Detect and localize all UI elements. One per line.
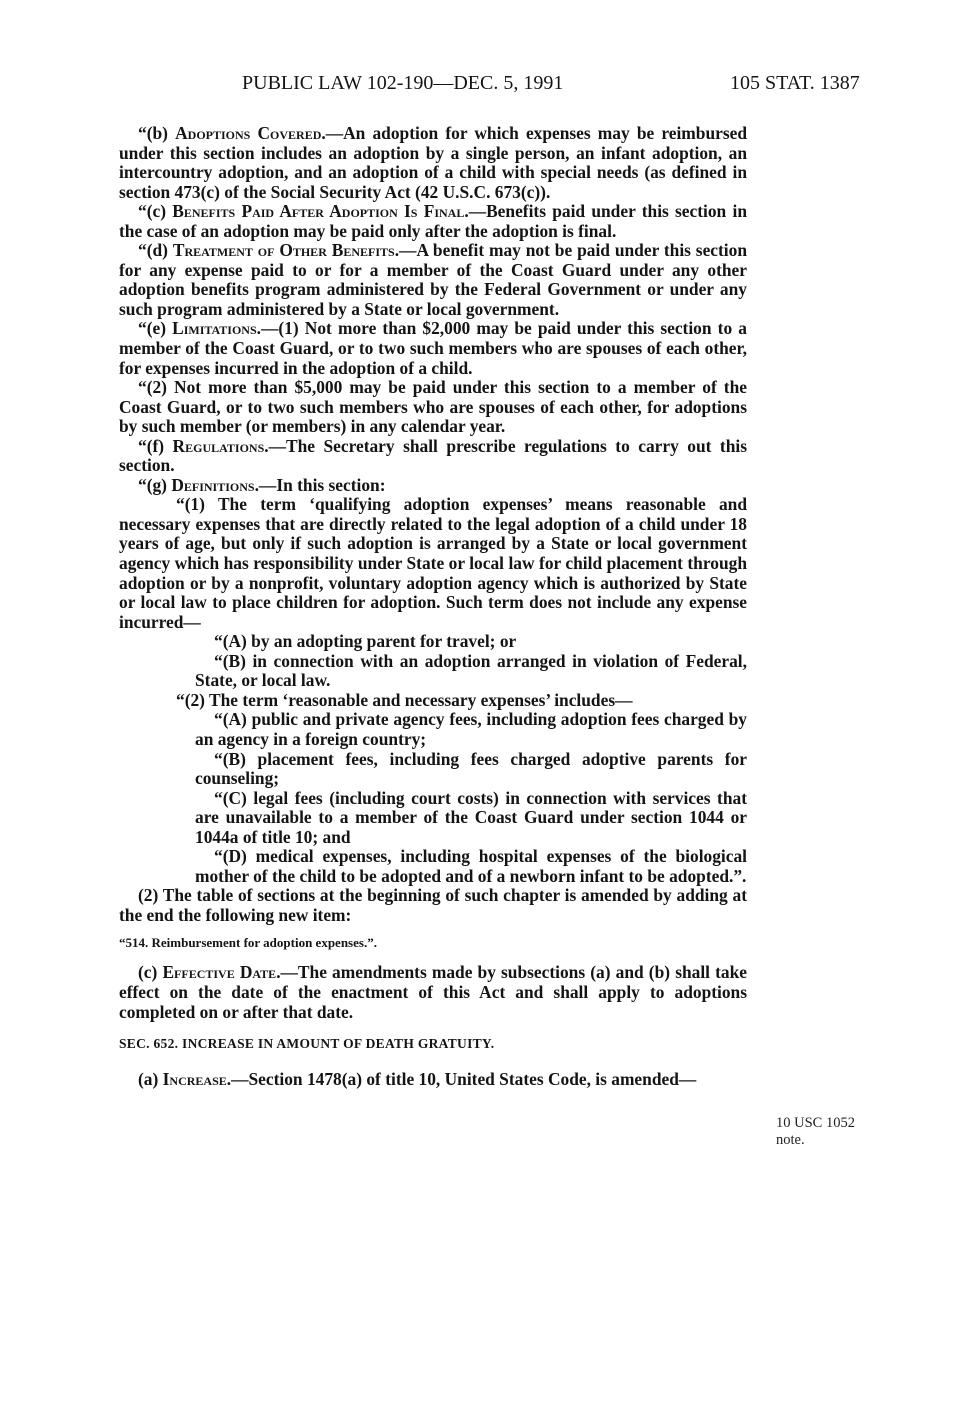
paragraph-text: .—An adoption for which expenses may be reimbursed under this section includes an adoption by a single person, an infant adoption, an intercountry adoption, and an adoption of a child with special needs (as defined in section 473(c) of the Social Security Act (42 U.S.C. 673(c)).: [119, 123, 748, 202]
paragraph-d-treatment-other-benefits: [119, 241, 747, 319]
paragraph-text: .—Section 1478(a) of title 10, United States Code, is amended—: [226, 1068, 697, 1089]
paragraph-g2a: “(A) public and private agency fees, including adoption fees charged by an agency in a foreign country;: [195, 709, 747, 749]
paragraph-2-table-of-sections: (2) The table of sections at the beginning of such chapter is amended by adding at the end the following new item:: [119, 885, 747, 925]
paragraph-lead: (c): [138, 962, 163, 983]
paragraph-f-regulations: [119, 437, 747, 476]
paragraph-text: .—In this section:: [254, 474, 386, 495]
header-stat-page: 105 STAT. 1387: [730, 72, 860, 94]
paragraph-g2d: “(D) medical expenses, including hospital expenses of the biological mother of the child to be adopted and of a newborn infant to be adopted.”.: [195, 846, 747, 886]
paragraph-a-increase: [119, 1070, 747, 1090]
paragraph-heading: Limitations: [172, 318, 257, 339]
paragraph-lead: “(b): [138, 123, 176, 143]
document-body: [119, 124, 747, 1089]
margin-citation-note: [776, 1115, 876, 1149]
paragraph-lead: “(d): [138, 240, 173, 261]
paragraph-g1: “(1) The term ‘qualifying adoption expenses’ means reasonable and necessary expenses that are directly related to the legal adoption of a child under 18 years of age, but only if such adoption is arranged by a State or local government agency which has responsibility under State or local law for child placement through adoption or by a nonprofit, voluntary adoption agency which is authorized by State or local law to place children for adoption. Such term does not include any expense incurred—: [119, 494, 747, 632]
paragraph-g2c: “(C) legal fees (including court costs) in connection with services that are unavailable to a member of the Coast Guard under section 1044 or 1044a of title 10; and: [195, 787, 747, 847]
paragraph-e2: “(2) Not more than $5,000 may be paid under this section to a member of the Coast Guard, or to two such members who are spouses of each other, for adoptions by such member (or members) in any calendar year.: [119, 377, 747, 437]
paragraph-text: .—The amendments made by subsections (a) and (b) shall take effect on the date of the enactment of this Act and shall apply to adoptions completed on or after that date.: [119, 962, 747, 1022]
paragraph-heading: Adoptions Covered: [175, 123, 322, 143]
section-heading: SEC. 652. INCREASE IN AMOUNT OF DEATH GRATUITY.: [119, 1036, 495, 1052]
paragraph-text: .—(1) Not more than $2,000 may be paid under this section to a member of the Coast Guard, or to two such members who are spouses of each other, for expenses incurred in the adoption of a child.: [119, 318, 747, 378]
paragraph-g1a: “(A) by an adopting parent for travel; or: [214, 631, 517, 652]
paragraph-g1b: “(B) in connection with an adoption arranged in violation of Federal, State, or local law.: [195, 650, 747, 691]
paragraph-text: .—Benefits paid under this section in the case of an adoption may be paid only after the adoption is final.: [119, 201, 747, 241]
new-table-item: “514. Reimbursement for adoption expenses.”.: [119, 935, 377, 951]
paragraph-lead: “(e): [138, 318, 173, 339]
paragraph-heading: Treatment of Other Benefits: [172, 240, 395, 261]
page-header: [0, 72, 957, 102]
paragraph-c-effective-date: [119, 963, 747, 1022]
paragraph-g2b: “(B) placement fees, including fees charged adoptive parents for counseling;: [195, 748, 747, 789]
paragraph-lead: (a): [138, 1068, 163, 1089]
paragraph-heading: Regulations: [172, 435, 265, 456]
paragraph-heading: Benefits Paid After Adoption Is Final: [172, 201, 465, 222]
paragraph-g2: “(2) The term ‘reasonable and necessary expenses’ includes—: [176, 689, 633, 710]
paragraph-lead: “(f): [138, 435, 173, 456]
paragraph-b-adoptions-covered: [119, 124, 747, 202]
paragraph-heading: Definitions: [171, 474, 255, 495]
header-title: PUBLIC LAW 102-190—DEC. 5, 1991: [242, 72, 564, 94]
paragraph-heading: Increase: [162, 1068, 227, 1089]
margin-note-line: 10 USC 1052: [776, 1115, 855, 1131]
margin-note-line: note.: [776, 1132, 805, 1148]
paragraph-lead: “(c): [138, 201, 173, 222]
paragraph-e-limitations: [119, 319, 747, 378]
paragraph-c-benefits-paid: [119, 202, 747, 241]
paragraph-g-definitions: [119, 476, 747, 496]
paragraph-text: .—A benefit may not be paid under this section for any expense paid to or for a member of the Coast Guard under any other adoption benefits program administered by the Federal Government or under any such program administered by a State or local government.: [119, 240, 747, 319]
paragraph-text: .—The Secretary shall prescribe regulations to carry out this section.: [119, 435, 747, 476]
paragraph-lead: “(g): [138, 474, 172, 495]
paragraph-heading: Effective Date: [162, 962, 277, 983]
